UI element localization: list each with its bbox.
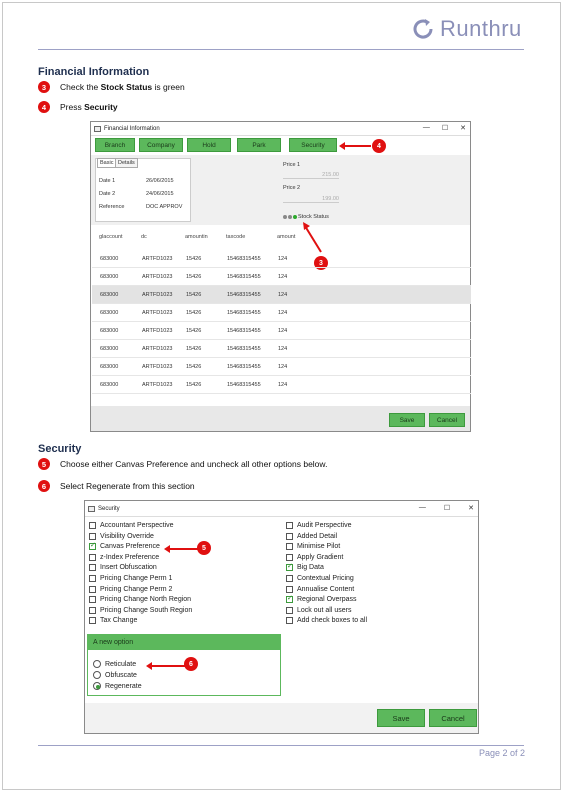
financial-information-window [90,121,471,432]
stock-status-label: Stock Status [298,214,329,220]
checkbox-item[interactable] [286,596,357,603]
checkbox-item[interactable] [89,607,192,614]
checkbox-icon[interactable] [89,554,96,561]
checkbox-icon[interactable] [89,575,96,582]
callout-4: 4 [372,139,386,153]
checkbox-label: Pricing Change Perm 1 [100,575,173,582]
runthru-logo [410,16,522,42]
cancel-button[interactable]: Cancel [429,413,465,427]
checkbox-icon[interactable] [286,533,293,540]
checkbox-item[interactable] [286,522,351,529]
checkbox-label: Pricing Change North Region [100,596,192,604]
step-6 [38,480,195,492]
checkbox-icon[interactable] [89,617,96,624]
table-cell: 683000 [100,310,119,316]
checkbox-label: Annualise Content [297,585,355,593]
checkbox-label: Insert Obfuscation [100,564,157,572]
table-cell: 15426 [186,328,202,334]
table-cell: 124 [278,364,288,370]
table-cell: 683000 [100,364,119,370]
table-cell: 124 [278,346,288,352]
minimize-icon[interactable]: — [418,504,426,511]
table-row[interactable] [92,250,471,268]
minimize-icon[interactable]: — [422,124,430,131]
step-3 [38,81,185,93]
arrowhead-icon [164,545,170,553]
maximize-icon[interactable]: ☐ [441,125,449,132]
table-cell: 124 [278,382,288,388]
window-title: Financial Information [104,125,160,132]
arrowhead-icon [339,142,345,150]
table-cell: ARTFD1023 [142,328,173,334]
table-cell: 15468315455 [227,292,261,298]
checkbox-label: Pricing Change Perm 2 [100,585,173,593]
table-cell: ARTFD1023 [142,364,173,370]
security-button[interactable]: Security [289,138,337,152]
checkbox-icon[interactable] [286,554,293,561]
price2-input[interactable]: 199.00 [283,196,339,203]
group-title: A new option [88,635,280,650]
field-value: 24/06/2015 [146,191,174,197]
radio-label: Reticulate [105,660,137,668]
status-dot-green-icon [293,215,297,219]
app-icon [94,126,101,132]
table-cell: ARTFD1023 [142,256,173,262]
checkbox-label: Canvas Preference [100,543,160,551]
close-icon[interactable]: ✕ [460,125,466,132]
branch-button[interactable]: Branch [95,138,135,152]
checkbox-label: Tax Change [100,617,138,625]
tab-details[interactable]: Details [115,158,138,168]
header-divider [38,49,524,50]
save-button[interactable]: Save [389,413,425,427]
page-number: Page 2 of 2 [478,748,525,758]
checkbox-item[interactable] [89,617,137,624]
table-cell: 683000 [100,292,119,298]
checkbox-item[interactable] [286,586,354,593]
step-number: 5 [38,458,50,470]
window-titlebar [91,122,470,136]
table-cell: 683000 [100,328,119,334]
radio-icon[interactable] [93,671,101,679]
table-cell: 124 [278,328,288,334]
step-text-end: is green [152,82,185,92]
status-dot-icon [288,215,292,219]
save-button[interactable]: Save [377,709,425,727]
table-row[interactable] [92,322,471,340]
stock-status-lights [283,215,297,219]
checkbox-checked-icon[interactable] [89,543,96,550]
table-cell: 683000 [100,274,119,280]
checkbox-icon[interactable] [286,586,293,593]
table-row[interactable] [92,340,471,358]
step-number: 3 [38,81,50,93]
price1-input[interactable]: 215.00 [283,172,339,179]
step-number: 4 [38,101,50,113]
checkbox-icon[interactable] [89,586,96,593]
maximize-icon[interactable]: ☐ [443,505,451,512]
radio-obfuscate[interactable] [93,671,137,679]
table-cell: 124 [278,256,288,262]
security-window [84,500,479,734]
checkbox-item[interactable] [286,564,324,571]
checkbox-label: Contextual Pricing [297,575,354,582]
section-heading-security: Security [38,443,82,455]
table-cell: 15468315455 [227,364,261,370]
step-5 [38,458,327,470]
field-value: 26/06/2015 [146,178,174,184]
checkbox-item[interactable] [89,522,174,529]
column-header[interactable]: dc [141,234,147,240]
app-icon [88,506,95,512]
field-label: Date 2 [99,191,116,197]
checkbox-label: Audit Perspective [297,522,352,529]
checkbox-label: Added Detail [297,532,338,540]
step-text: Press [60,102,85,112]
checkbox-label: Minimise Pilot [297,543,341,551]
table-cell: 15426 [186,256,202,262]
callout-6: 6 [184,657,198,671]
table-cell: ARTFD1023 [142,292,173,298]
callout-arrow-4 [343,145,371,147]
checkbox-icon[interactable] [89,522,96,529]
radio-regenerate[interactable] [93,682,142,690]
checkbox-item[interactable] [89,586,172,593]
table-row[interactable] [92,286,471,304]
checkbox-item[interactable] [89,533,154,540]
callout-5: 5 [197,541,211,555]
field-value: DOC APPROV [146,204,183,210]
column-header[interactable]: amountin [185,234,208,240]
table-cell: ARTFD1023 [142,310,173,316]
checkbox-checked-icon[interactable] [286,596,293,603]
table-cell: 15426 [186,346,202,352]
radio-reticulate[interactable] [93,660,136,668]
table-cell: 683000 [100,382,119,388]
company-button[interactable]: Company [139,138,183,152]
table-row[interactable] [92,358,471,376]
checkbox-item[interactable] [286,543,340,550]
callout-3: 3 [314,256,328,270]
table-cell: 15426 [186,292,202,298]
checkbox-item[interactable] [89,543,160,550]
status-dot-icon [283,215,287,219]
checkbox-item[interactable] [286,575,354,582]
table-cell: 15426 [186,274,202,280]
table-cell: 15426 [186,382,202,388]
radio-selected-icon[interactable] [93,682,101,690]
step-4 [38,101,118,113]
step-text: Choose either Canvas Preference and uncheck all other options below. [60,459,328,469]
checkbox-item[interactable] [89,554,159,561]
checkbox-icon[interactable] [286,575,293,582]
cancel-button[interactable]: Cancel [429,709,477,727]
table-cell: ARTFD1023 [142,346,173,352]
checkbox-label: Accountant Perspective [100,522,174,529]
table-cell: 124 [278,292,288,298]
step-bold: Security [84,102,118,112]
logo-text: Runthru [440,16,522,41]
window-controls [419,504,474,512]
tab-basic[interactable]: Basic [97,158,116,168]
field-label: Date 1 [99,178,116,184]
checkbox-icon[interactable] [286,543,293,550]
checkbox-icon[interactable] [89,607,96,614]
table-cell: 683000 [100,256,119,262]
close-icon[interactable]: ✕ [468,505,474,512]
column-header[interactable]: glaccount [99,234,123,240]
window-controls [423,124,466,132]
refresh-logo-icon [410,16,436,42]
field-label: Reference [99,204,125,210]
checkbox-label: z-Index Preference [100,553,160,561]
table-row[interactable] [92,376,471,394]
checkbox-label: Regional Overpass [297,596,357,604]
table-cell: 124 [278,310,288,316]
checkbox-label: Lock out all users [297,606,352,614]
table-cell: ARTFD1023 [142,274,173,280]
radio-icon[interactable] [93,660,101,668]
checkbox-item[interactable] [286,607,351,614]
price2-label: Price 2 [283,185,301,191]
section-heading-financial: Financial Information [38,66,150,78]
price1-label: Price 1 [283,162,301,168]
table-cell: 15468315455 [227,274,261,280]
table-row[interactable] [92,304,471,322]
table-cell: 15426 [186,310,202,316]
checkbox-icon[interactable] [89,564,96,571]
checkbox-label: Add check boxes to all [297,617,368,625]
checkbox-item[interactable] [286,617,367,624]
table-cell: 15426 [186,364,202,370]
window-title: Security [98,505,120,512]
footer-divider [38,745,524,746]
table-cell: 15468315455 [227,310,261,316]
checkbox-icon[interactable] [286,607,293,614]
checkbox-icon[interactable] [286,617,293,624]
table-cell: ARTFD1023 [142,382,173,388]
step-text: Select Regenerate from this section [60,481,195,491]
table-cell: 683000 [100,346,119,352]
arrowhead-icon [146,662,152,670]
checkbox-label: Visibility Override [100,532,154,540]
checkbox-label: Apply Gradient [297,553,344,561]
checkbox-label: Big Data [297,564,324,572]
column-header[interactable]: taxcode [226,234,246,240]
checkbox-label: Pricing Change South Region [100,606,193,614]
checkbox-icon[interactable] [89,596,96,603]
park-button[interactable]: Park [237,138,281,152]
step-number: 6 [38,480,50,492]
checkbox-item[interactable] [89,575,172,582]
checkbox-item[interactable] [89,564,157,571]
table-cell: 15468315455 [227,328,261,334]
table-cell: 15468315455 [227,382,261,388]
radio-label: Obfuscate [105,671,137,679]
column-header[interactable]: amount [277,234,296,240]
checkbox-item[interactable] [286,533,337,540]
hold-button[interactable]: Hold [187,138,231,152]
table-cell: 15468315455 [227,346,261,352]
step-text: Check the [60,82,101,92]
table-row[interactable] [92,268,471,286]
checkbox-icon[interactable] [89,533,96,540]
checkbox-checked-icon[interactable] [286,564,293,571]
step-bold: Stock Status [100,82,153,92]
radio-label: Regenerate [105,682,142,690]
checkbox-item[interactable] [89,596,191,603]
table-cell: 124 [278,274,288,280]
table-cell: 15468315455 [227,256,261,262]
checkbox-icon[interactable] [286,522,293,529]
checkbox-item[interactable] [286,554,343,561]
